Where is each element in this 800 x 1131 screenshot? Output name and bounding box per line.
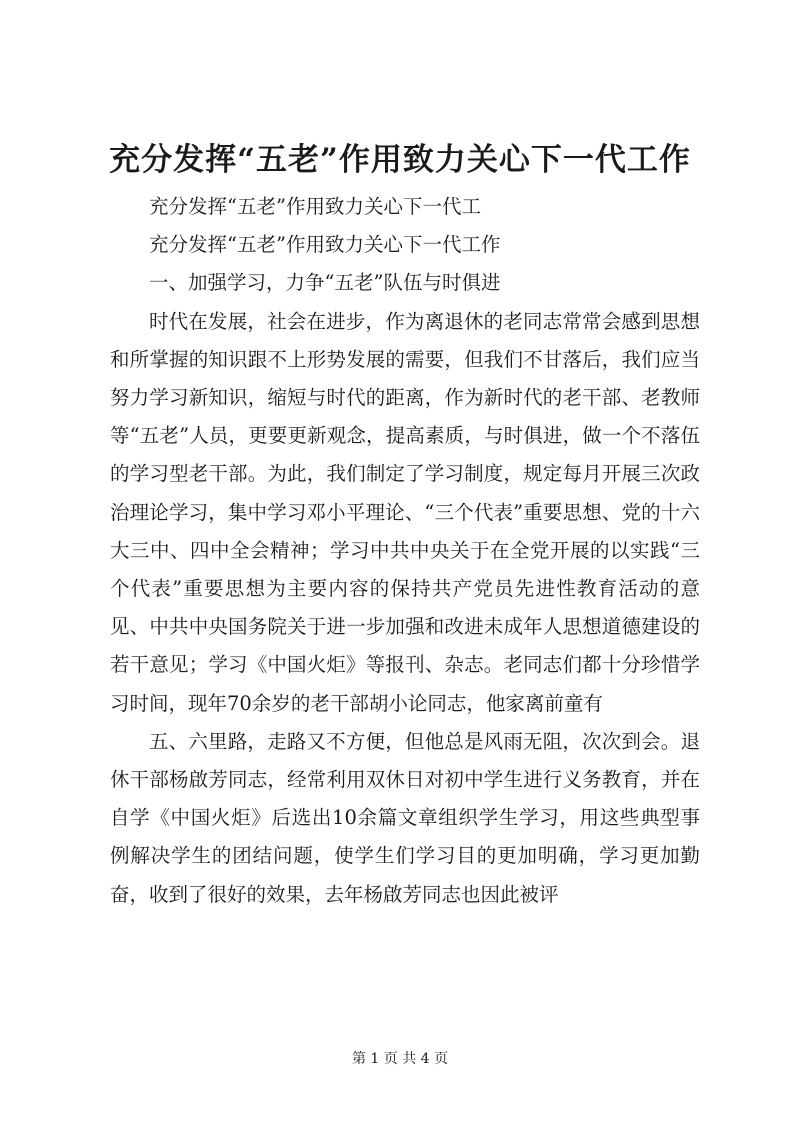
- document-body: [110, 188, 700, 914]
- section-heading: 一、加强学习，力争“五老”队伍与时俱进: [149, 271, 501, 295]
- document-title: 充分发挥“五老”作用致力关心下一代工作: [109, 142, 691, 178]
- subtitle-line: 充分发挥“五老”作用致力关心下一代工: [149, 195, 481, 218]
- body-paragraph: 五、六里路，走路又不方便，但他总是风雨无阻，次次到会。退休干部杨啟芳同志，经常利用双休日对初中学生进行义务教育，并在自学《中国火炬》后选出10余篇文章组织学生学习，用这些典型事例解决学生的团结问题，使学生们学习目的更加明确，学习更加勤奋，收到了很好的效果，去年杨啟芳同志也因此被评: [110, 729, 700, 906]
- body-paragraph: 时代在发展，社会在进步，作为离退休的老同志常常会感到思想和所掌握的知识跟不上形势发展的需要，但我们不甘落后，我们应当努力学习新知识，缩短与时代的距离，作为新时代的老干部、老教师等“五老”人员，更要更新观念，提高素质，与时俱进，做一个不落伍的学习型老干部。为此，我们制定了学习制度，规定每月开展三次政治理论学习，集中学习邓小平理论、“三个代表”重要思想、党的十六大三中、四中全会精神；学习中共中央关于在全党开展的以实践“三个代表”重要思想为主要内容的保持共产党员先进性教育活动的意见、中共中央国务院关于进一步加强和改进未成年人思想道德建设的若干意见；学习《中国火炬》等报刊、杂志。老同志们都十分珍惜学习时间，现年70余岁的老干部胡小论同志，他家离前童有: [110, 309, 700, 715]
- subtitle-line: 充分发挥“五老”作用致力关心下一代工作: [149, 233, 501, 257]
- page-footer: 第 1 页 共 4 页: [351, 1051, 449, 1067]
